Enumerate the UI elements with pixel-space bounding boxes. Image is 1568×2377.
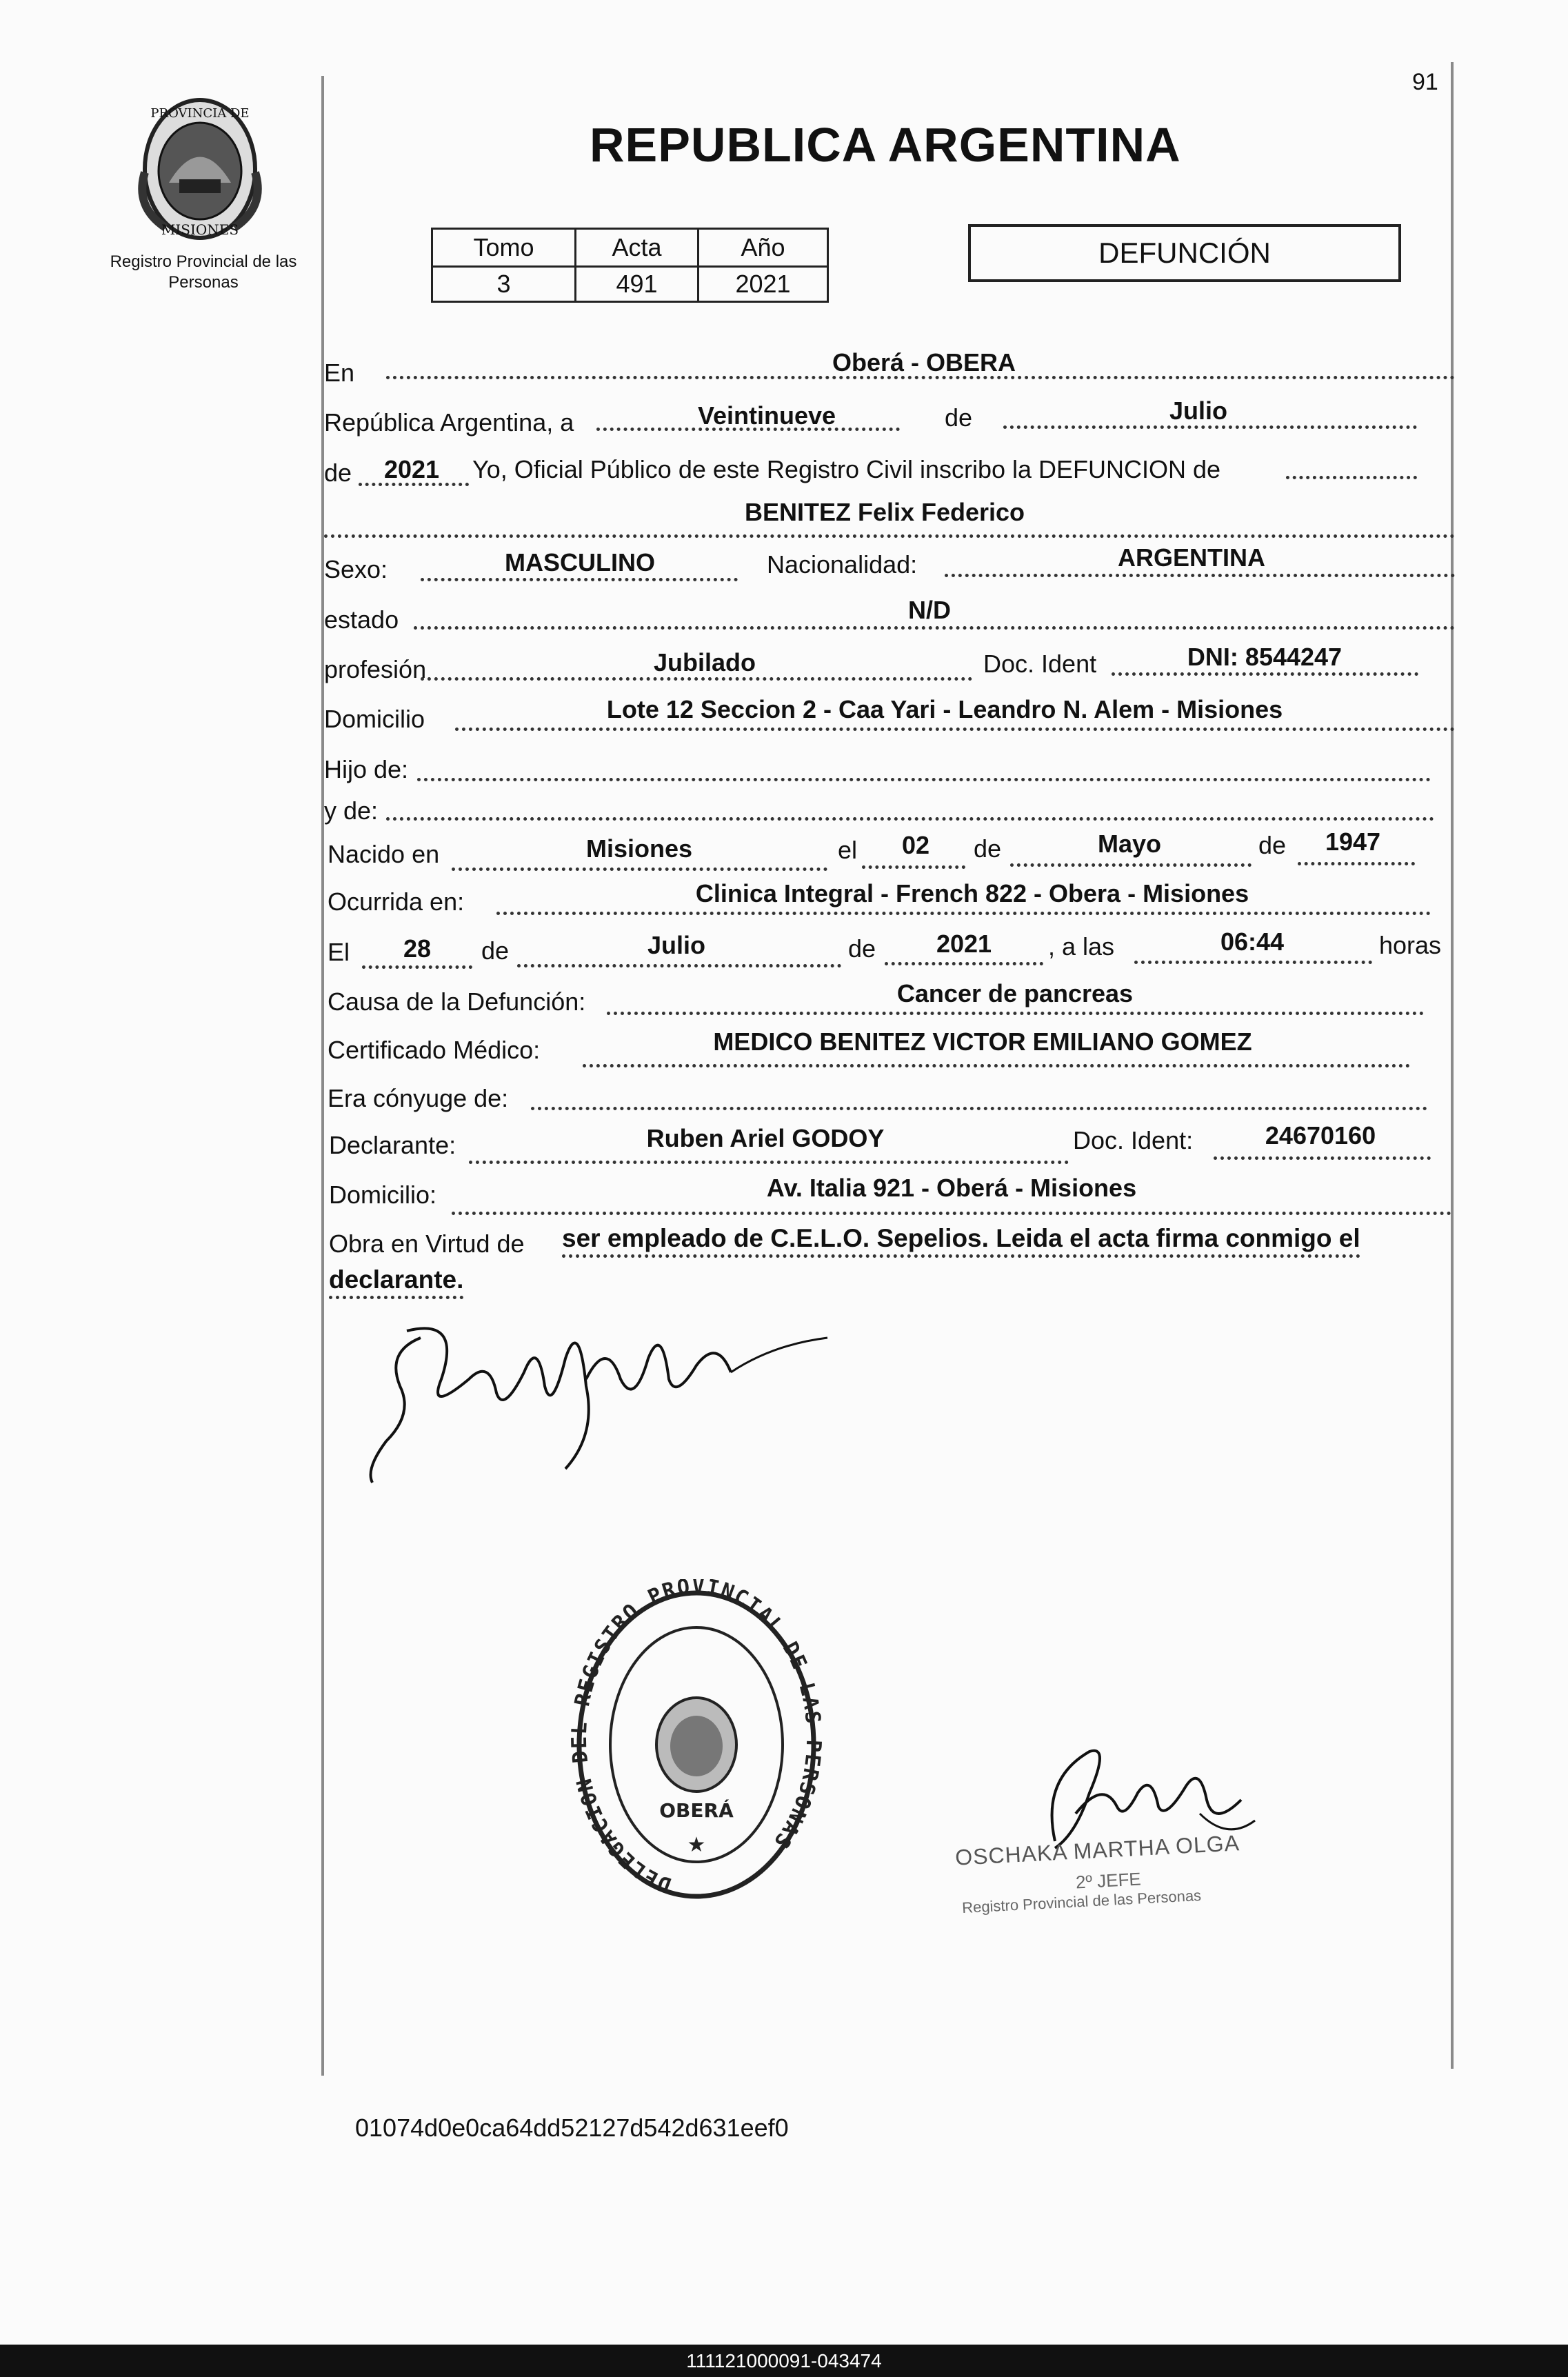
record-type-box: DEFUNCIÓN (968, 224, 1401, 282)
label-nacionalidad: Nacionalidad: (767, 550, 918, 579)
value-def-mes: Julio (647, 931, 706, 959)
svg-text:OBERÁ: OBERÁ (659, 1799, 734, 1822)
footer-code: 111121000091-043474 (0, 2345, 1568, 2377)
value-domicilio: Lote 12 Seccion 2 - Caa Yari - Leandro N. Alem - Misiones (606, 695, 1283, 723)
field-line (607, 1012, 1424, 1015)
field-line (1134, 961, 1372, 964)
value-obra-line2: declarante. (329, 1265, 463, 1299)
value-sexo: MASCULINO (505, 548, 655, 576)
value-nacionalidad: ARGENTINA (1118, 543, 1265, 572)
header-acta: Acta (576, 229, 698, 267)
label-y-de: y de: (324, 796, 379, 825)
label-en: En (324, 359, 355, 387)
value-nac-dia: 02 (901, 831, 930, 859)
value-nac-anio: 1947 (1325, 828, 1381, 856)
field-line (583, 1064, 1410, 1067)
field-line (496, 912, 1431, 915)
field-line (452, 1212, 1451, 1215)
value-certificado: MEDICO BENITEZ VICTOR EMILIANO GOMEZ (713, 1027, 1252, 1056)
label-republica: República Argentina, a (324, 408, 574, 437)
field-line (469, 1161, 1069, 1164)
value-declarante: Ruben Ariel GODOY (646, 1124, 885, 1152)
value-def-dia: 28 (403, 934, 432, 963)
svg-text:★: ★ (687, 1834, 706, 1856)
official-role: 2º JEFE (1075, 1868, 1142, 1893)
value-estado: N/D (908, 596, 951, 624)
label-el-cap: El (328, 938, 350, 966)
field-line (455, 728, 1455, 731)
field-line (1298, 862, 1415, 865)
value-mes: Julio (1169, 397, 1228, 425)
label-ocurrida-en: Ocurrida en: (328, 887, 465, 916)
value-nombre: BENITEZ Felix Federico (744, 498, 1025, 526)
label-profesion: profesión (324, 655, 427, 683)
value-profesion: Jubilado (653, 648, 756, 676)
label-sexo: Sexo: (324, 555, 388, 583)
province-emblem (131, 90, 269, 248)
value-documento: DNI: 8544247 (1187, 643, 1343, 671)
label-de: de (945, 403, 973, 432)
label-horas: horas (1379, 931, 1442, 959)
field-line (1010, 863, 1252, 867)
label-certificado: Certificado Médico: (328, 1036, 541, 1064)
label-de: de (974, 834, 1002, 863)
value-def-anio: 2021 (936, 930, 992, 958)
header-tomo: Tomo (432, 229, 576, 267)
svg-text:PROVINCIA DE: PROVINCIA DE (150, 106, 250, 121)
field-line (885, 962, 1043, 965)
field-line (421, 578, 738, 581)
label-de: de (324, 459, 352, 487)
value-anio-acta: 2021 (383, 455, 440, 483)
label-oficial: Yo, Oficial Público de este Registro Civil inscribo la DEFUNCION de (472, 455, 1221, 483)
value-tomo: 3 (432, 267, 576, 302)
field-line (421, 677, 972, 681)
value-obra-line1: ser empleado de C.E.L.O. Sepelios. Leida el acta firma conmigo el (562, 1224, 1360, 1258)
label-estado: estado (324, 605, 399, 634)
page-title: REPUBLICA ARGENTINA (590, 118, 1181, 172)
label-de: de (1258, 831, 1287, 859)
label-obra: Obra en Virtud de (329, 1230, 525, 1258)
label-de: de (848, 934, 876, 963)
value-causa: Cancer de pancreas (896, 979, 1134, 1007)
value-nac-mes: Mayo (1097, 830, 1162, 858)
value-dia: Veintinueve (697, 401, 836, 430)
label-doc-ident-declarante: Doc. Ident: (1073, 1126, 1194, 1154)
field-line (517, 964, 841, 967)
official-name: OSCHAKA MARTHA OLGA (954, 1830, 1240, 1870)
value-anio: 2021 (698, 267, 828, 302)
label-hijo-de: Hijo de: (324, 755, 409, 783)
label-domicilio-declarante: Domicilio: (329, 1181, 437, 1209)
field-line (862, 865, 965, 869)
value-lugar: Oberá - OBERA (832, 348, 1016, 377)
label-causa: Causa de la Defunción: (328, 987, 586, 1016)
document-hash: 01074d0e0ca64dd52127d542d631eef0 (355, 2114, 789, 2142)
registry-seal (565, 1579, 827, 1910)
field-line (945, 574, 1455, 577)
value-ocurrida-en: Clinica Integral - French 822 - Obera - Misiones (695, 879, 1249, 907)
field-line (1214, 1156, 1431, 1160)
header-anio: Año (698, 229, 828, 267)
label-de: de (481, 936, 510, 965)
value-nacido-en: Misiones (585, 834, 693, 863)
label-el: el (838, 836, 858, 864)
svg-text:DELEGACION DEL REGISTRO PROVIN: DELEGACION DEL REGISTRO PROVINCIAL DE LAS PERSONAS (567, 1579, 826, 1897)
field-line (386, 817, 1434, 821)
label-conyuge: Era cónyuge de: (328, 1084, 509, 1112)
field-line (1286, 476, 1417, 479)
value-declarante-doc: 24670160 (1265, 1121, 1376, 1150)
label-doc-ident: Doc. Ident (983, 650, 1097, 678)
right-margin-rule (1451, 62, 1454, 2069)
svg-text:MISIONES: MISIONES (161, 221, 239, 238)
registry-caption: Registro Provincial de las Personas (110, 252, 297, 292)
field-line (1112, 672, 1418, 676)
field-line (1003, 425, 1417, 429)
field-line (324, 534, 1455, 538)
field-line (531, 1107, 1427, 1110)
field-line (417, 778, 1431, 781)
value-acta: 491 (576, 267, 698, 302)
label-domicilio: Domicilio (324, 705, 425, 733)
field-line (414, 626, 1455, 630)
field-line (362, 965, 472, 969)
label-a-las: , a las (1048, 932, 1115, 961)
value-def-hora: 06:44 (1220, 927, 1285, 956)
field-line (452, 867, 827, 871)
value-declarante-domicilio: Av. Italia 921 - Oberá - Misiones (766, 1174, 1137, 1202)
page-number: 91 (1412, 69, 1438, 95)
label-declarante: Declarante: (329, 1131, 456, 1159)
declarant-signature (359, 1296, 841, 1503)
official-org: Registro Provincial de las Personas (961, 1886, 1202, 1917)
label-nacido-en: Nacido en (328, 840, 440, 868)
record-number-table (431, 228, 829, 303)
